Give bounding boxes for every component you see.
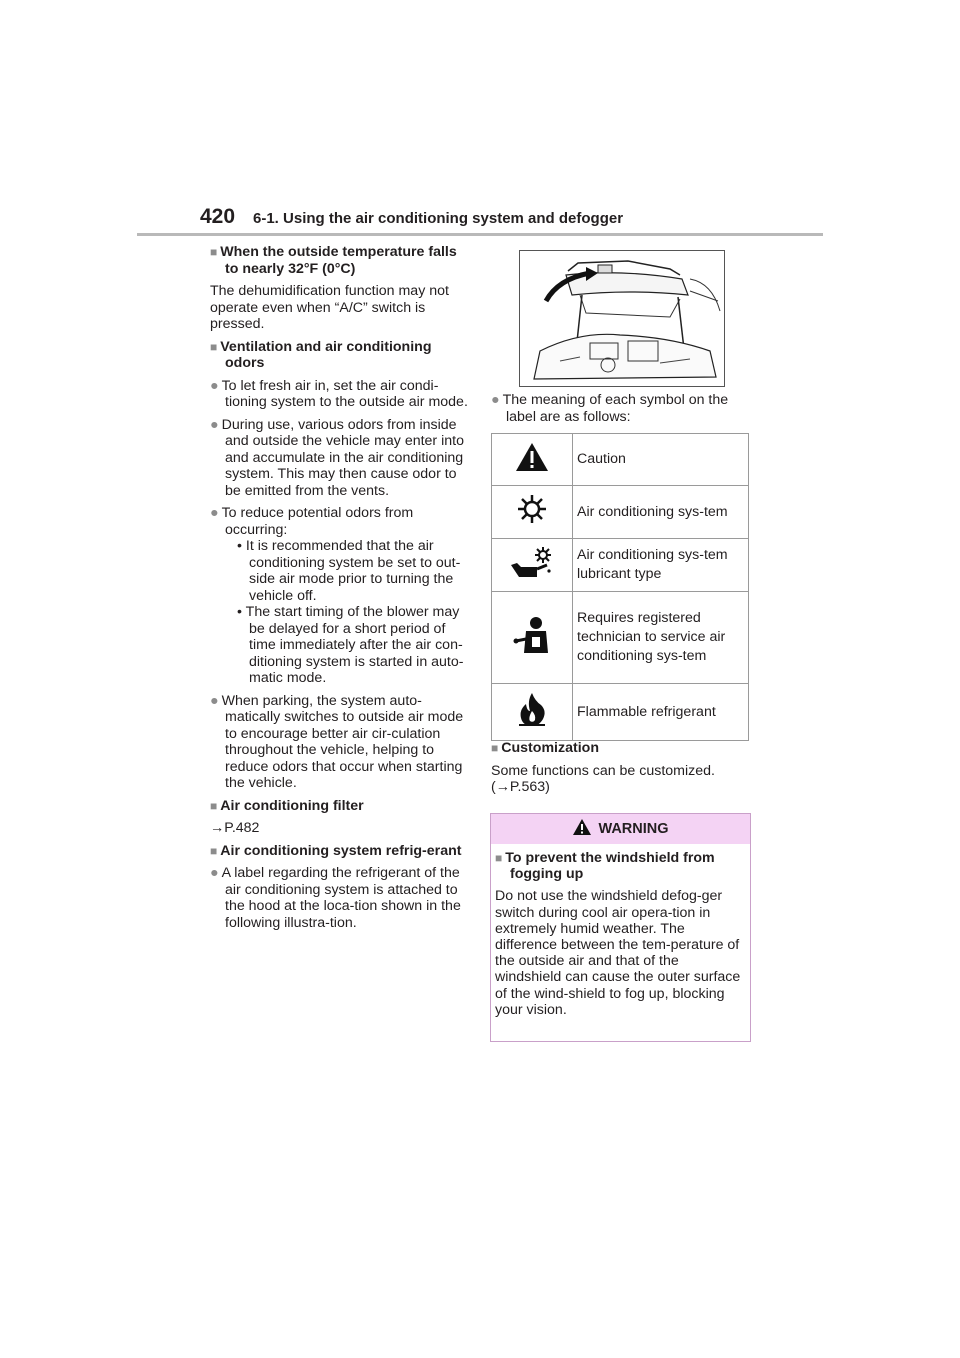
table-row	[492, 684, 749, 741]
circle-bullet-icon: ●	[210, 865, 219, 881]
table-row	[492, 592, 749, 684]
symbol-label: Air conditioning sys-tem lubricant type	[573, 539, 749, 592]
square-bullet-icon: ■	[495, 851, 503, 865]
right-column	[491, 392, 753, 431]
header-divider	[137, 233, 823, 236]
circle-bullet-icon: ●	[210, 377, 219, 394]
warning-header	[491, 814, 750, 844]
symbol-table	[491, 433, 749, 741]
bullet-fresh-air: ● To let fresh air in, set the air condi-tioning system to the outside air mode.	[210, 377, 468, 410]
table-row	[492, 539, 749, 592]
heading-customization: ■ Customization	[491, 740, 599, 756]
warning-text: Do not use the windshield defog-ger switch during cool air opera-tion in extremely humid weather. The difference between the tem-perature of the outside air and that of the windshield can cause the outer surface of the wind-shield to fog up, blocking your vision.	[495, 888, 741, 1018]
oil-can-snowflake-icon	[492, 539, 573, 592]
bullet-parking: ● When parking, the system auto-matically switches to outside air mode to encourage better air cir-culation throughout the vehicle, helping to reduce odors that occur when starting the vehicle.	[210, 692, 464, 791]
bullet-refrigerant-label: ● A label regarding the refrigerant of the air conditioning system is attached to the hood at the loca-tion shown in the following illustra-tion.	[210, 865, 461, 931]
sub-bullet-blower-timing: • The start timing of the blower may be delayed for a short period of time immediately after the air con-ditioning system is started in auto-matic mode.	[237, 604, 464, 686]
page-number: 420	[200, 205, 236, 228]
paragraph-dehumidification: The dehumidification function may not operate even when “A/C” switch is pressed.	[210, 283, 449, 332]
page-header	[200, 205, 760, 235]
symbol-label: Flammable refrigerant	[573, 684, 749, 741]
page-reference-link[interactable]: →P.482	[210, 820, 260, 836]
open-hood-drawing	[520, 251, 724, 386]
square-bullet-icon: ■	[210, 798, 218, 813]
warning-heading: ■ To prevent the windshield from fogging up	[495, 850, 715, 883]
caution-triangle-icon	[492, 434, 573, 486]
square-bullet-icon: ■	[210, 245, 218, 259]
snowflake-icon	[492, 486, 573, 539]
square-bullet-icon: ■	[210, 339, 218, 354]
warning-body	[491, 844, 750, 1018]
section-title: 6-1. Using the air conditioning system and defogger	[253, 210, 624, 227]
bullet-reduce-odors: ● To reduce potential odors from occurring: • It is recommended that the air conditioning system be set to out-side air mode prior to turning the vehicle off. • The start timing of the blower may be delayed for a short period of time immediately after the air con-ditioning system is started in auto-matic mode.	[210, 505, 472, 687]
symbol-label: Requires registered technician to service air conditioning sys-tem	[573, 592, 749, 684]
table-row	[492, 434, 749, 486]
heading-outside-temperature: ■ When the outside temperature falls to nearly 32°F (0°C)	[210, 244, 457, 277]
technician-icon	[492, 592, 573, 684]
symbol-label: Air conditioning sys-tem	[573, 486, 749, 539]
bullet-odors: ● During use, various odors from inside and outside the vehicle may enter into and accumulate in the air conditioning system. This may then cause odor to be emitted from the vents.	[210, 416, 464, 499]
sub-bullet-outside-air: • It is recommended that the air conditioning system be set to out-side air mode prior to turning the vehicle off.	[237, 538, 461, 604]
table-row	[492, 486, 749, 539]
warning-title: WARNING	[598, 821, 669, 837]
bullet-symbol-meaning: ● The meaning of each symbol on the label are as follows:	[491, 392, 729, 425]
circle-bullet-icon: ●	[210, 416, 219, 433]
circle-bullet-icon: ●	[210, 505, 219, 521]
square-bullet-icon: ■	[210, 843, 218, 858]
circle-bullet-icon: ●	[210, 692, 219, 709]
warning-triangle-icon	[572, 818, 592, 836]
flame-icon	[492, 684, 573, 741]
square-bullet-icon: ■	[491, 741, 499, 755]
customization-section	[491, 740, 753, 802]
heading-air-filter: ■ Air conditioning filter	[210, 797, 364, 814]
warning-box	[490, 813, 751, 1042]
symbol-label: Caution	[573, 434, 749, 486]
heading-refrigerant: ■ Air conditioning system refrig-erant	[210, 842, 462, 859]
paragraph-customization: Some functions can be customized. (→P.563)	[491, 762, 715, 795]
left-column	[210, 244, 472, 937]
heading-ventilation-odors: ■ Ventilation and air conditioning odors	[210, 338, 432, 371]
circle-bullet-icon: ●	[491, 392, 500, 408]
hood-label-illustration	[519, 250, 725, 387]
